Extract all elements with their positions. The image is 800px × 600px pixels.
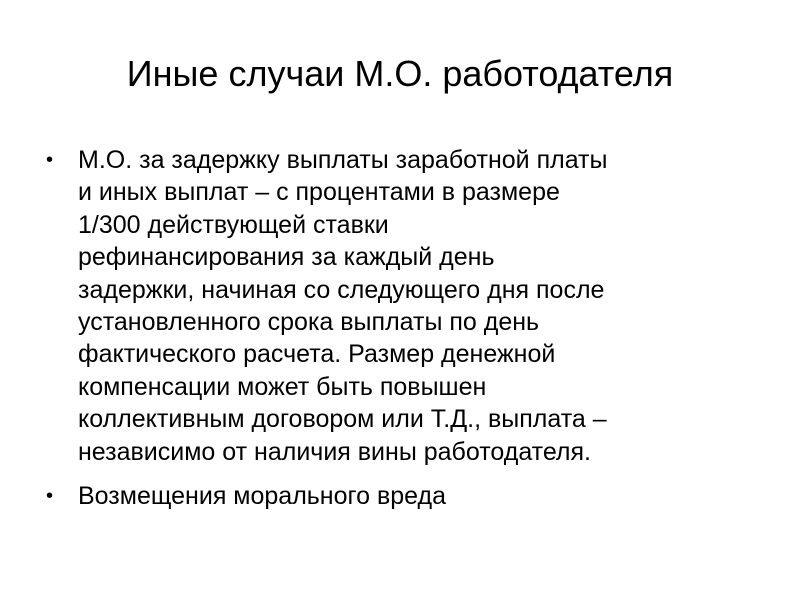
bullet-text-line: Возмещения морального вреда xyxy=(78,482,446,511)
bullet-text-line: независимо от наличия вины работодателя. xyxy=(78,437,591,466)
bullet-item-moral-damage xyxy=(40,480,760,512)
slide-title: Иные случаи М.О. работодателя xyxy=(126,53,674,94)
bullet-item-wage-delay xyxy=(40,144,760,468)
bullet-text-line: коллективным договором или Т.Д., выплата – xyxy=(78,405,607,434)
bullet-icon: • xyxy=(46,149,54,171)
bullet-text-line: рефинансирования за каждый день xyxy=(78,243,495,272)
bullet-icon: • xyxy=(46,485,54,508)
bullet-text-line: задержки, начиная со следующего дня после xyxy=(78,275,605,304)
bullet-list xyxy=(40,144,760,524)
bullet-text-line: установленного срока выплаты по день xyxy=(78,308,540,337)
bullet-text-line: 1/300 действующей ставки xyxy=(78,210,389,239)
bullet-text-line: компенсации может быть повышен xyxy=(78,372,487,401)
bullet-text-line: и иных выплат – с процентами в размере xyxy=(78,178,560,207)
bullet-text-line: фактического расчета. Размер денежной xyxy=(78,340,556,369)
bullet-text-line: М.О. за задержку выплаты заработной платы xyxy=(78,146,608,174)
